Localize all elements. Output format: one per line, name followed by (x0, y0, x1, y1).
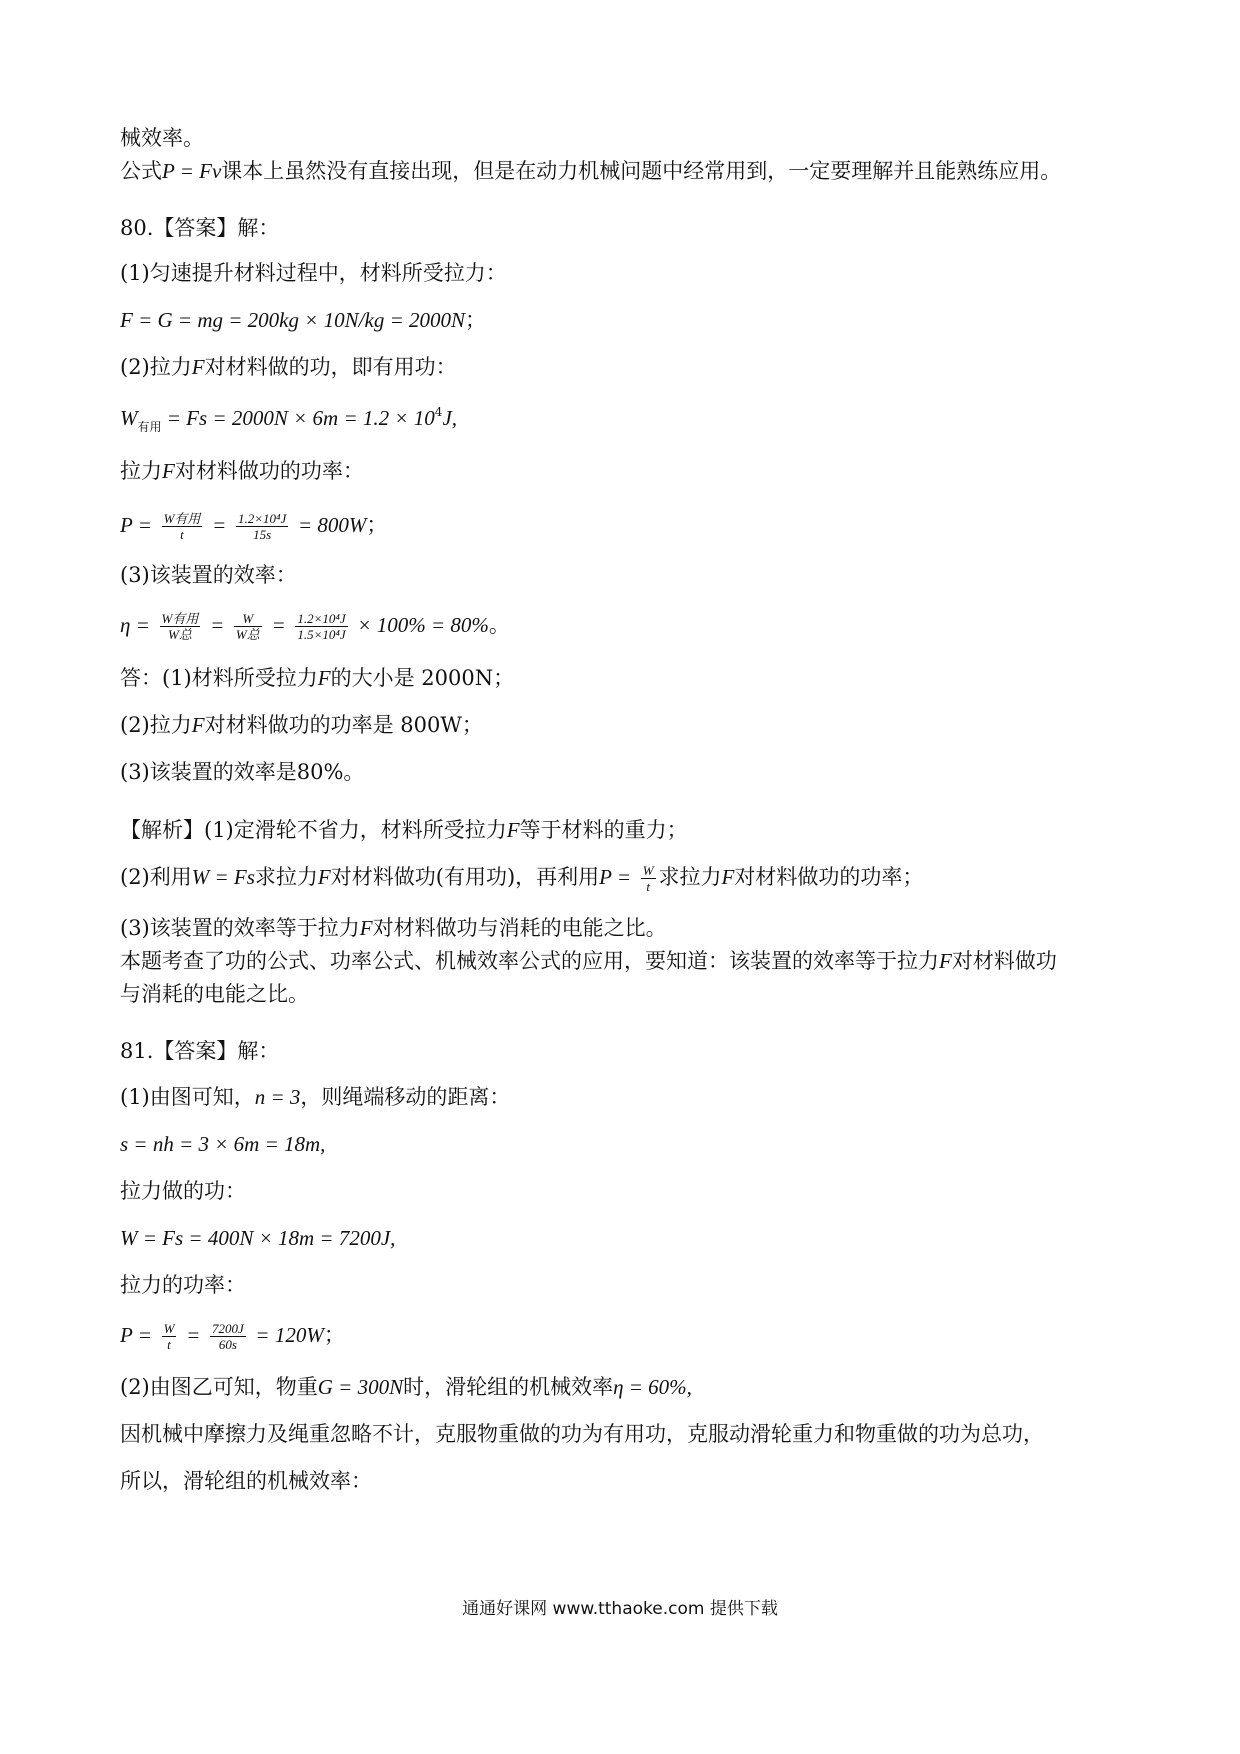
analysis-heading: 【解析】(1)定滑轮不省力，材料所受拉力F等于材料的重力； (120, 818, 688, 842)
fraction: $\frac{\text{1.2×10⁴J}}{\text{1.5×10⁴J}}$ (297, 611, 346, 642)
fraction: $\frac{\text{W有用}}{t}$ (163, 511, 201, 542)
page-footer: 通通好课网 www.tthaoke.com 提供下载 (462, 1599, 778, 1619)
formula-line: W = Fs = 400N × 18m = 7200J, (120, 1226, 396, 1250)
text-line: (1)匀速提升材料过程中，材料所受拉力： (120, 261, 507, 285)
fraction: $\frac{\text{W有用}}{\text{W总}}$ (161, 611, 199, 642)
formula-line: F = G = mg = 200kg × 10N/kg = 2000N； (120, 308, 487, 332)
text-line: (2)拉力F对材料做功的功率是 800W； (120, 713, 483, 737)
fraction: $\frac{W}{t}$ (642, 863, 654, 894)
fraction: $\frac{7200J}{60s}$ (211, 1321, 244, 1352)
fraction: $\frac{W}{t}$ (163, 1321, 175, 1352)
text-line: (2)拉力F对材料做的功，即有用功： (120, 355, 457, 379)
text-line: 本题考查了功的公式、功率公式、机械效率公式的应用，要知道：该装置的效率等于拉力F对材料做功 (120, 949, 1057, 973)
formula-line: P = $\frac{\text{W有用}}{t}$ = $\frac{\text{1.2×10⁴J}}{15s}$ = 800W； (120, 511, 388, 542)
text-line: 械效率。 (120, 126, 204, 150)
text-line: 答：(1)材料所受拉力F的大小是 2000N； (120, 666, 515, 690)
text-line: 拉力F对材料做功的功率： (120, 459, 364, 483)
text-line: 所以，滑轮组的机械效率： (120, 1469, 372, 1493)
text-line: (1)由图可知，n = 3，则绳端移动的距离： (120, 1085, 511, 1109)
text-line: 拉力做的功： (120, 1179, 246, 1203)
text-line: (2)利用W = Fs求拉力F对材料做功(有用功)，再利用P = $\frac{W}{t}$ 求拉力F对材料做功的功率； (120, 863, 924, 894)
answer-heading: 80.【答案】解： (120, 216, 280, 240)
fraction: $\frac{W}{\text{W总}}$ (235, 611, 260, 642)
text-line: 与消耗的电能之比。 (120, 982, 309, 1006)
formula-line: $W_{有用} = Fs = 2000N \times 6m = 1.2 \times 10^4J$, (120, 405, 458, 434)
text-line: 拉力的功率： (120, 1273, 246, 1297)
formula-line: P = $\frac{W}{t}$ = $\frac{7200J}{60s}$ = 120W； (120, 1321, 345, 1352)
text-line: (2)由图乙可知，物重G = 300N时，滑轮组的机械效率η = 60%, (120, 1375, 692, 1399)
text-line: 公式P = Fv课本上虽然没有直接出现，但是在动力机械问题中经常用到，一定要理解并且能熟练应用。 (120, 159, 1062, 183)
text-line: 因机械中摩擦力及绳重忽略不计，克服物重做的功为有用功，克服动滑轮重力和物重做的功为总功， (120, 1422, 1044, 1446)
text-line: (3)该装置的效率是80%。 (120, 760, 365, 784)
formula-line: s = nh = 3 × 6m = 18m, (120, 1132, 326, 1156)
formula-line: η = $\frac{\text{W有用}}{\text{W总}}$ = $\frac{W}{\text{W总}}$ = $\frac{\text{1.2×10⁴J}}{\text{1.5×10⁴J}}$ × 100% = 80%。 (120, 611, 510, 642)
text-line: (3)该装置的效率： (120, 563, 297, 587)
text-line: (3)该装置的效率等于拉力F对材料做功与消耗的电能之比。 (120, 916, 667, 940)
fraction: $\frac{\text{1.2×10⁴J}}{15s}$ (237, 511, 287, 542)
answer-heading: 81.【答案】解： (120, 1039, 280, 1063)
